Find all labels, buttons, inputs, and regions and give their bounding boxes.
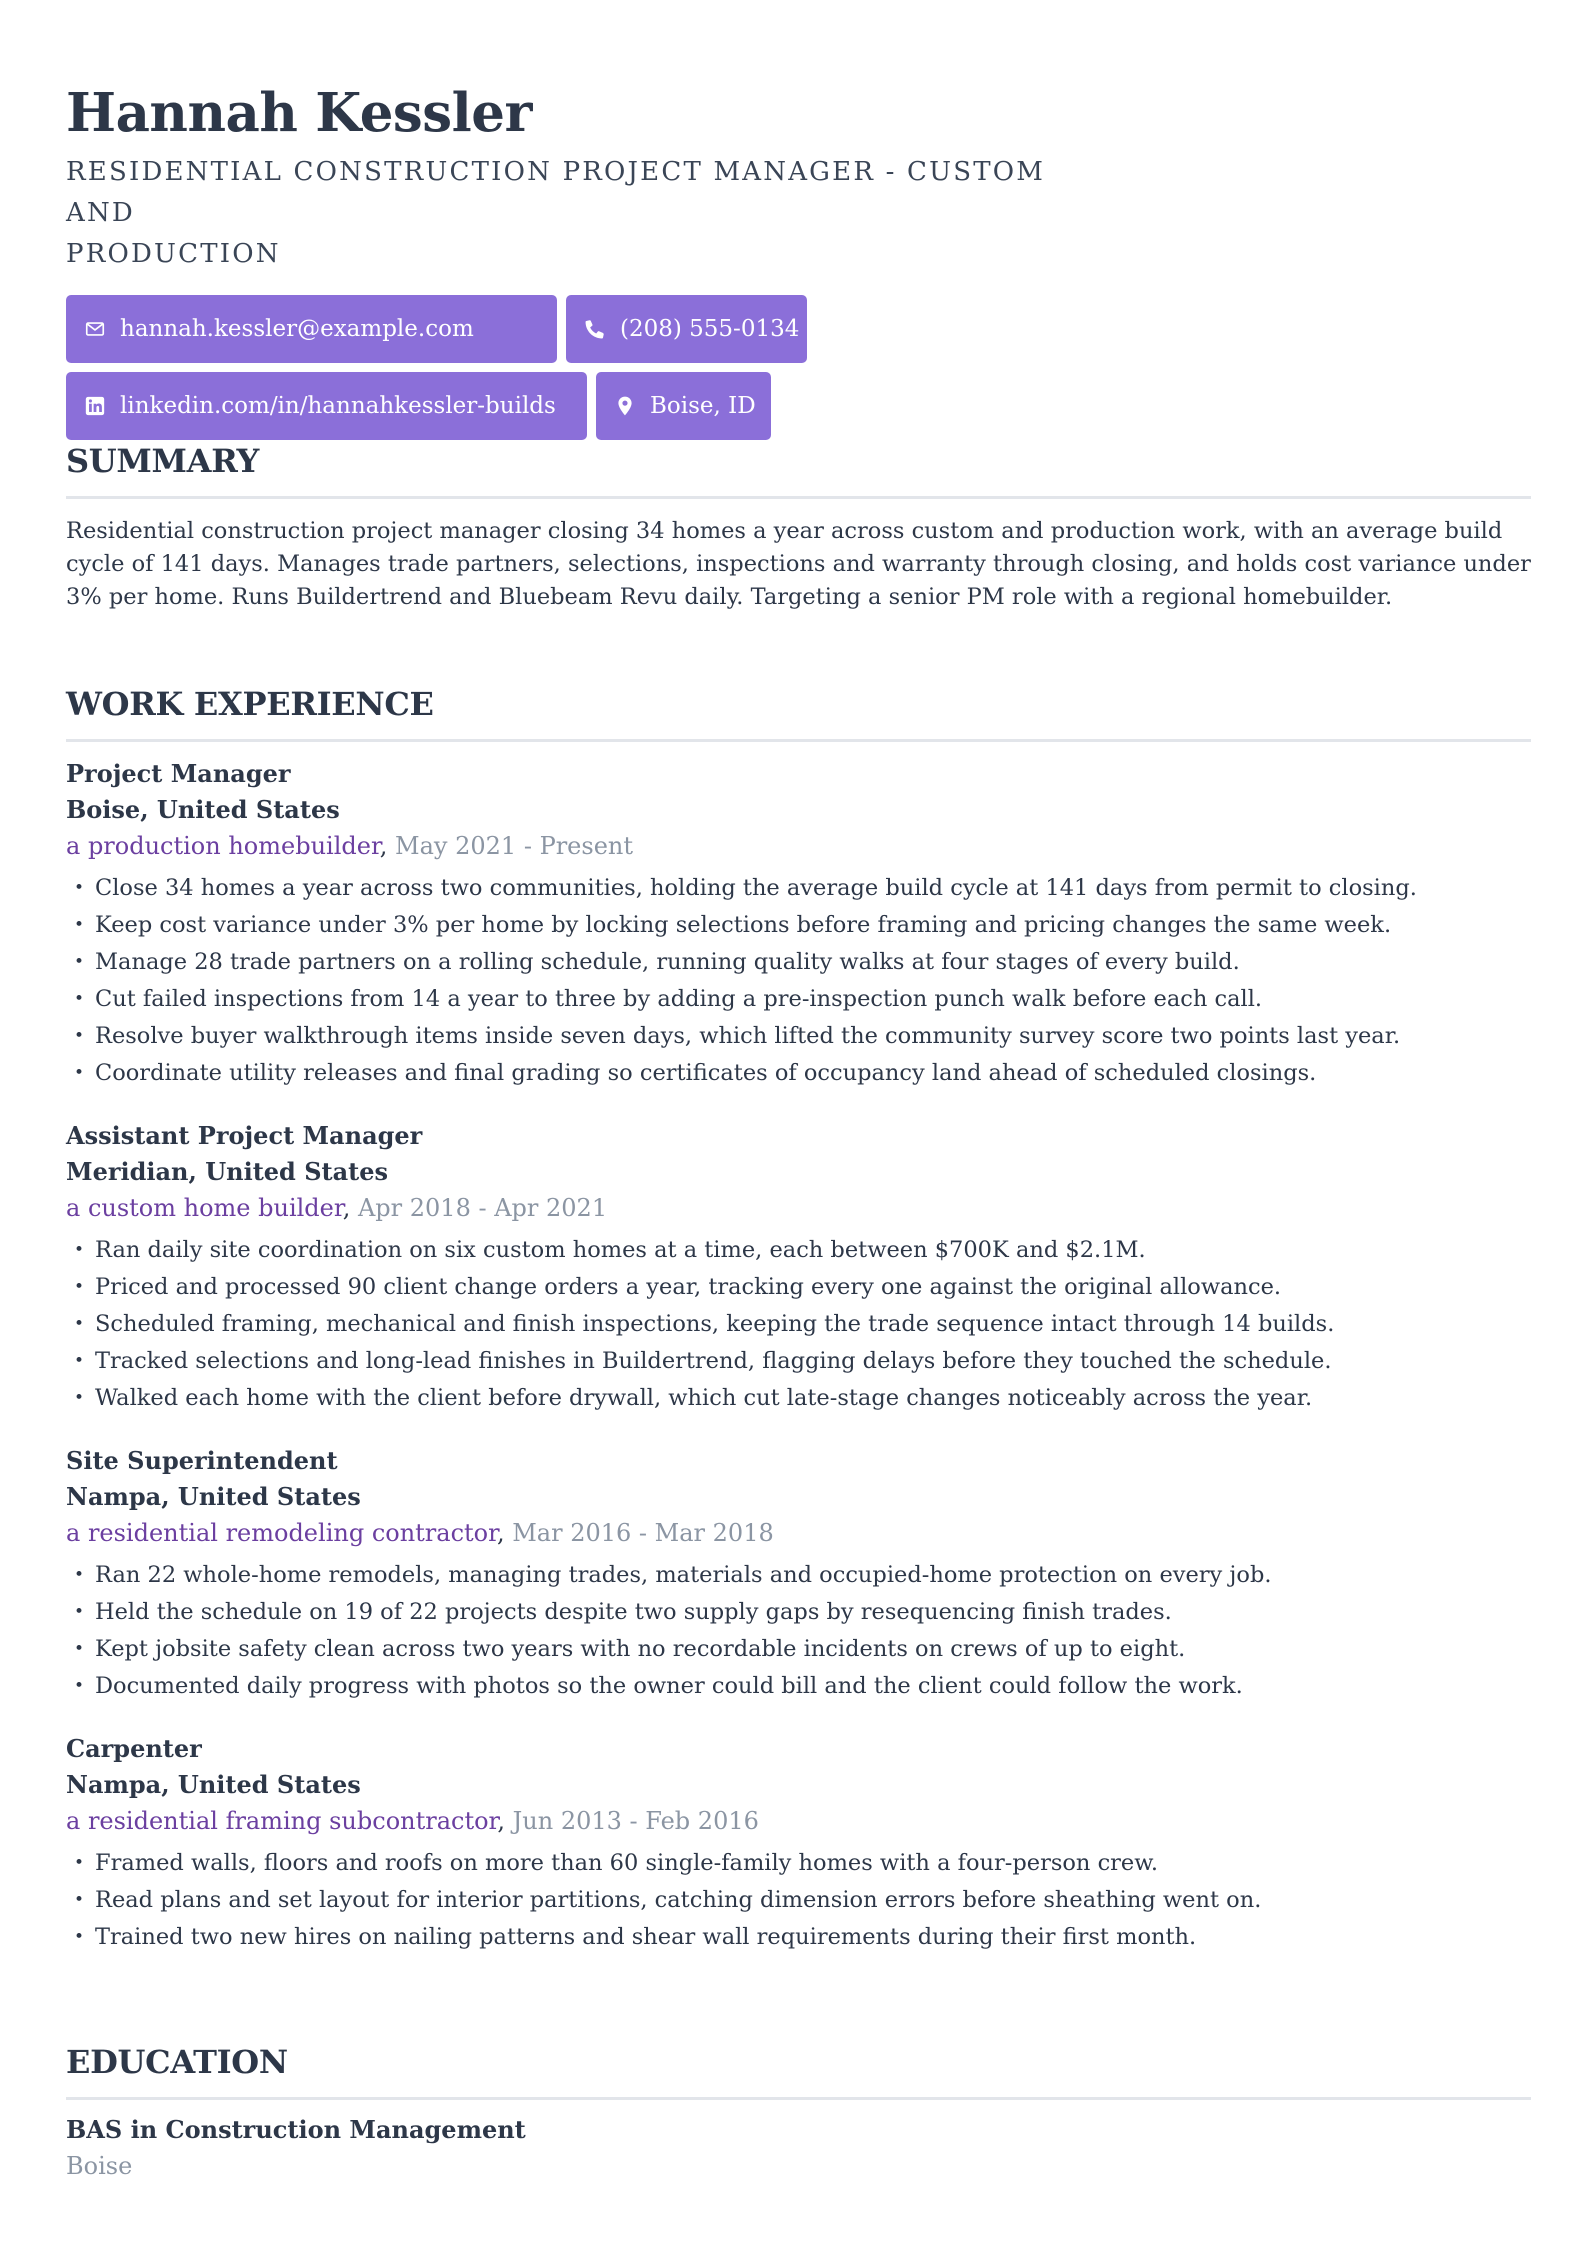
experience-heading: WORK EXPERIENCE <box>66 685 434 723</box>
job-entry <box>66 1118 1531 1417</box>
bullet-item: • Tracked selections and long-lead finishes in Buildertrend, flagging delays before they touched the schedule. <box>66 1343 1531 1380</box>
bullet-item: • Cut failed inspections from 14 a year to three by adding a pre-inspection punch walk before each call. <box>66 981 1531 1018</box>
location-text: Boise, ID <box>650 393 756 419</box>
bullet-item: • Documented daily progress with photos so the owner could bill and the client could follow the work. <box>66 1668 1531 1705</box>
section-divider <box>66 2097 1531 2100</box>
education-section <box>66 2041 1531 2184</box>
phone-chip[interactable] <box>566 295 807 363</box>
summary-heading: SUMMARY <box>66 442 260 480</box>
job-entry <box>66 1731 1531 1956</box>
candidate-headline <box>66 152 1066 275</box>
phone-icon <box>584 318 606 340</box>
bullet-item: • Resolve buyer walkthrough items inside seven days, which lifted the community survey score two points last year. <box>66 1018 1531 1055</box>
job-entry <box>66 756 1531 1092</box>
section-divider <box>66 496 1531 499</box>
email-text: hannah.kessler@example.com <box>120 316 474 342</box>
headline-line-2: PRODUCTION <box>66 239 281 269</box>
location-chip[interactable] <box>596 372 771 440</box>
headline-line-1: RESIDENTIAL CONSTRUCTION PROJECT MANAGER - CUSTOM AND <box>66 157 1046 228</box>
email-chip[interactable] <box>66 295 557 363</box>
company-name: a production homebuilder <box>66 832 380 860</box>
bullet-item: • Ran daily site coordination on six custom homes at a time, each between $700K and $2.1M. <box>66 1232 1531 1269</box>
education-place: Boise <box>66 2152 133 2180</box>
contact-chips <box>66 295 886 449</box>
bullet-item: • Kept jobsite safety clean across two years with no recordable incidents on crews of up to eight. <box>66 1631 1531 1668</box>
job-location: Nampa, United States <box>66 1770 361 1799</box>
job-bullets <box>66 870 1531 1092</box>
bullet-item: • Walked each home with the client before drywall, which cut late-stage changes noticeably across the year. <box>66 1380 1531 1417</box>
summary-section <box>66 440 1531 614</box>
mail-icon <box>84 318 106 340</box>
job-bullets <box>66 1557 1531 1705</box>
job-location: Nampa, United States <box>66 1482 361 1511</box>
summary-text: Residential construction project manager closing 34 homes a year across custom and production work, with an average build cycle of 141 days. Manages trade partners, selections, inspections and warranty through closing, and holds cost variance under 3% per home. Runs Buildertrend and Bluebeam Revu daily. Targeting a senior PM role with a regional homebuilder. <box>66 518 1531 610</box>
job-meta: a production homebuilder, May 2021 - Present <box>66 832 634 860</box>
job-dates: Mar 2016 - Mar 2018 <box>512 1519 774 1547</box>
job-bullets <box>66 1232 1531 1417</box>
bullet-item: • Ran 22 whole-home remodels, managing trades, materials and occupied-home protection on every job. <box>66 1557 1531 1594</box>
bullet-item: • Close 34 homes a year across two communities, holding the average build cycle at 141 days from permit to closing. <box>66 870 1531 907</box>
job-entry <box>66 1443 1531 1705</box>
job-location: Boise, United States <box>66 795 340 824</box>
resume-header <box>66 78 1066 449</box>
bullet-item: • Priced and processed 90 client change orders a year, tracking every one against the original allowance. <box>66 1269 1531 1306</box>
job-title: Project Manager <box>66 759 291 788</box>
job-meta: a residential remodeling contractor, Mar 2016 - Mar 2018 <box>66 1519 774 1547</box>
bullet-item: • Framed walls, floors and roofs on more than 60 single-family homes with a four-person crew. <box>66 1845 1531 1882</box>
job-title: Site Superintendent <box>66 1446 338 1475</box>
job-title: Assistant Project Manager <box>66 1121 423 1150</box>
company-name: a residential remodeling contractor <box>66 1519 497 1547</box>
linkedin-text: linkedin.com/in/hannahkessler-builds <box>120 393 556 419</box>
education-degree: BAS in Construction Management <box>66 2115 526 2144</box>
linkedin-icon <box>84 395 106 417</box>
bullet-item: • Keep cost variance under 3% per home by locking selections before framing and pricing changes the same week. <box>66 907 1531 944</box>
bullet-item: • Trained two new hires on nailing patterns and shear wall requirements during their first month. <box>66 1919 1531 1956</box>
bullet-item: • Held the schedule on 19 of 22 projects despite two supply gaps by resequencing finish trades. <box>66 1594 1531 1631</box>
job-meta: a custom home builder, Apr 2018 - Apr 2021 <box>66 1194 608 1222</box>
section-divider <box>66 739 1531 742</box>
company-name: a custom home builder <box>66 1194 343 1222</box>
linkedin-chip[interactable] <box>66 372 587 440</box>
job-bullets <box>66 1845 1531 1956</box>
candidate-name: Hannah Kessler <box>66 82 532 144</box>
job-meta: a residential framing subcontractor, Jun 2013 - Feb 2016 <box>66 1807 759 1835</box>
bullet-item: • Manage 28 trade partners on a rolling schedule, running quality walks at four stages of every build. <box>66 944 1531 981</box>
job-dates: Apr 2018 - Apr 2021 <box>357 1194 608 1222</box>
company-name: a residential framing subcontractor <box>66 1807 498 1835</box>
education-heading: EDUCATION <box>66 2043 288 2081</box>
bullet-item: • Scheduled framing, mechanical and finish inspections, keeping the trade sequence intact through 14 builds. <box>66 1306 1531 1343</box>
experience-section <box>66 683 1531 1982</box>
bullet-item: • Read plans and set layout for interior partitions, catching dimension errors before sheathing went on. <box>66 1882 1531 1919</box>
job-dates: May 2021 - Present <box>395 832 634 860</box>
job-dates: Jun 2013 - Feb 2016 <box>512 1807 759 1835</box>
phone-text: (208) 555-0134 <box>620 316 800 342</box>
bullet-item: • Coordinate utility releases and final grading so certificates of occupancy land ahead of scheduled closings. <box>66 1055 1531 1092</box>
map-pin-icon <box>614 395 636 417</box>
job-title: Carpenter <box>66 1734 202 1763</box>
job-location: Meridian, United States <box>66 1157 389 1186</box>
